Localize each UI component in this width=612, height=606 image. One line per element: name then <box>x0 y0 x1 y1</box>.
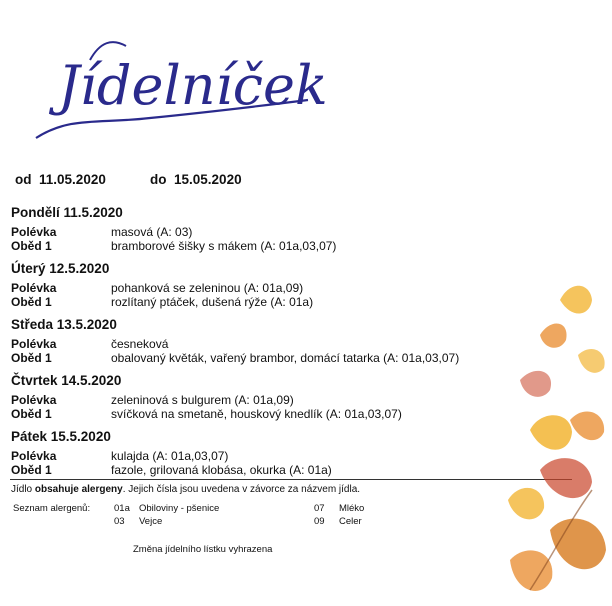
day-heading: Pátek 15.5.2020 <box>11 429 111 444</box>
day-heading: Pondělí 11.5.2020 <box>11 205 123 220</box>
leaf-icon <box>540 458 592 498</box>
footer-note: Změna jídelního lístku vyhrazena <box>133 544 273 555</box>
soup-value: pohanková se zeleninou (A: 01a,09) <box>111 281 304 295</box>
lunch-value: fazole, grilovaná klobása, okurka (A: 01a) <box>111 463 332 477</box>
allergen-note-bold: obsahuje alergeny <box>34 484 123 495</box>
from-label: od <box>15 172 32 187</box>
allergen-note <box>11 484 360 495</box>
day-heading: Čtvrtek 14.5.2020 <box>11 373 122 388</box>
from-date: 11.05.2020 <box>39 172 106 187</box>
title-text: Jídelníček <box>58 54 328 117</box>
allergen-name: Celer <box>339 516 362 527</box>
soup-label: Polévka <box>11 337 57 351</box>
allergen-code: 09 <box>314 516 325 527</box>
leaf-icon <box>508 488 544 520</box>
soup-label: Polévka <box>11 393 57 407</box>
allergen-name: Obiloviny - pšenice <box>139 503 220 514</box>
leaf-icon <box>540 324 567 348</box>
soup-value: masová (A: 03) <box>111 225 193 239</box>
lunch-label: Oběd 1 <box>11 295 52 309</box>
leaf-icon <box>578 349 605 373</box>
lunch-label: Oběd 1 <box>11 351 52 365</box>
soup-value: kulajda (A: 01a,03,07) <box>111 449 229 463</box>
leaf-icon <box>570 411 604 440</box>
lunch-value: obalovaný květák, vařený brambor, domácí tatarka (A: 01a,03,07) <box>111 351 460 365</box>
allergen-name: Vejce <box>139 516 163 527</box>
lunch-label: Oběd 1 <box>11 463 52 477</box>
leaf-icon <box>530 415 572 450</box>
lunch-value: svíčková na smetaně, houskový knedlík (A: 01a,03,07) <box>111 407 402 421</box>
day-heading: Středa 13.5.2020 <box>11 317 117 332</box>
leaf-icon <box>520 371 551 397</box>
soup-value: zeleninová s bulgurem (A: 01a,09) <box>111 393 294 407</box>
autumn-leaves-decoration <box>500 260 612 606</box>
soup-value: česneková <box>111 337 169 351</box>
lunch-label: Oběd 1 <box>11 239 52 253</box>
day-heading: Úterý 12.5.2020 <box>11 261 110 276</box>
divider <box>10 479 572 480</box>
lunch-value: bramborové šišky s mákem (A: 01a,03,07) <box>111 239 337 253</box>
allergen-note-pre: Jídlo <box>11 484 35 495</box>
allergen-name: Mléko <box>339 503 365 514</box>
allergen-code: 01a <box>114 503 130 514</box>
allergen-code: 03 <box>114 516 125 527</box>
to-date: 15.05.2020 <box>174 172 242 187</box>
allergen-note-post: . Jejich čísla jsou uvedena v závorce za názvem jídla. <box>122 484 361 495</box>
leaf-icon <box>510 550 552 591</box>
soup-label: Polévka <box>11 225 57 239</box>
soup-label: Polévka <box>11 281 57 295</box>
allergen-code: 07 <box>314 503 325 514</box>
allergen-list-label: Seznam alergenů: <box>13 503 91 514</box>
lunch-label: Oběd 1 <box>11 407 52 421</box>
leaf-icon <box>560 286 592 314</box>
soup-label: Polévka <box>11 449 57 463</box>
lunch-value: rozlítaný ptáček, dušená rýže (A: 01a) <box>111 295 314 309</box>
date-from <box>15 172 106 187</box>
to-label: do <box>150 172 167 187</box>
date-to <box>150 172 242 187</box>
menu-title <box>30 20 330 160</box>
